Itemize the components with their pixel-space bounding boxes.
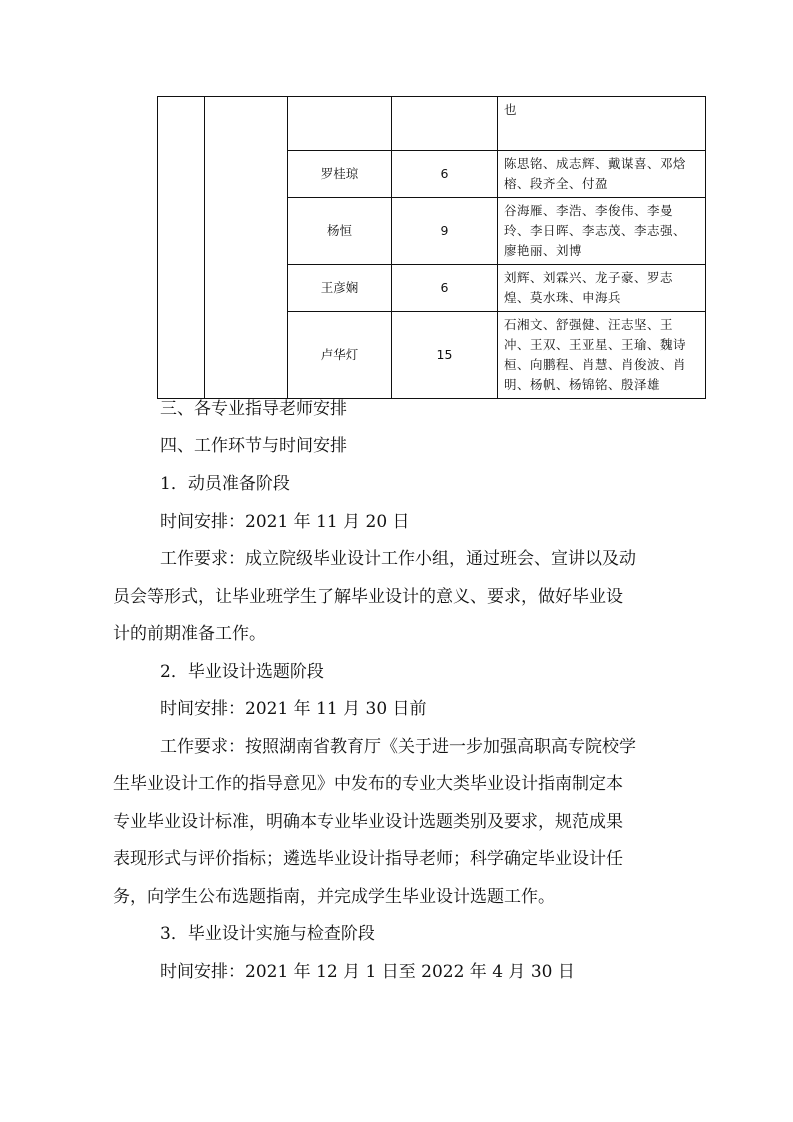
student-list-cell: 石湘文、舒强健、汪志坚、王冲、王双、王亚星、王瑜、魏诗桓、向鹏程、肖慧、肖俊波、肖明、杨帆、杨锦铭、殷泽雄 bbox=[498, 312, 706, 399]
step-2-requirement-line-3: 专业毕业设计标准，明确本专业毕业设计选题类别及要求，规范成果 bbox=[113, 812, 623, 832]
student-count-cell: 15 bbox=[392, 312, 498, 399]
student-list-cell: 谷海雁、李浩、李俊伟、李曼玲、李日晖、李志茂、李志强、廖艳丽、刘博 bbox=[498, 198, 706, 265]
step-3-time: 时间安排：2021 年 12 月 1 日至 2022 年 4 月 30 日 bbox=[160, 962, 575, 982]
step-1-requirement-line-1: 工作要求：成立院级毕业设计工作小组，通过班会、宣讲以及动 bbox=[160, 549, 636, 569]
advisor-name-cell: 罗桂琼 bbox=[288, 151, 392, 198]
merged-major-cell bbox=[205, 97, 288, 399]
step-1-title: 1．动员准备阶段 bbox=[160, 474, 290, 494]
student-list-cell: 也 bbox=[498, 97, 706, 151]
advisor-name-cell: 杨恒 bbox=[288, 198, 392, 265]
student-count-cell: 6 bbox=[392, 265, 498, 312]
step-3-title: 3．毕业设计实施与检查阶段 bbox=[160, 924, 375, 944]
student-count-cell bbox=[392, 97, 498, 151]
advisor-name-cell bbox=[288, 97, 392, 151]
step-2-requirement-line-4: 表现形式与评价指标；遴选毕业设计指导老师；科学确定毕业设计任 bbox=[113, 849, 623, 869]
advisor-name-cell: 卢华灯 bbox=[288, 312, 392, 399]
advisor-table-wrapper bbox=[157, 96, 705, 399]
student-count-cell: 6 bbox=[392, 151, 498, 198]
step-2-requirement-line-2: 生毕业设计工作的指导意见》中发布的专业大类毕业设计指南制定本 bbox=[113, 774, 623, 794]
student-list-cell: 刘辉、刘霖兴、龙子豪、罗志煌、莫水珠、申海兵 bbox=[498, 265, 706, 312]
step-1-requirement-line-2: 员会等形式，让毕业班学生了解毕业设计的意义、要求，做好毕业设 bbox=[113, 587, 623, 607]
section-heading-advisor-arrangement: 三、各专业指导老师安排 bbox=[160, 399, 347, 419]
step-2-requirement-line-1: 工作要求：按照湖南省教育厅《关于进一步加强高职高专院校学 bbox=[160, 737, 636, 757]
advisor-name-cell: 王彦娴 bbox=[288, 265, 392, 312]
student-count-cell: 9 bbox=[392, 198, 498, 265]
section-heading-work-schedule: 四、工作环节与时间安排 bbox=[160, 436, 347, 456]
step-2-requirement-line-5: 务，向学生公布选题指南，并完成学生毕业设计选题工作。 bbox=[113, 887, 555, 907]
step-2-title: 2．毕业设计选题阶段 bbox=[160, 662, 324, 682]
table-row bbox=[158, 97, 706, 151]
student-list-cell: 陈思铭、成志辉、戴谋喜、邓焓榕、段齐全、付盈 bbox=[498, 151, 706, 198]
merged-category-cell bbox=[158, 97, 205, 399]
step-1-requirement-line-3: 计的前期准备工作。 bbox=[113, 624, 266, 644]
step-2-time: 时间安排：2021 年 11 月 30 日前 bbox=[160, 699, 427, 719]
step-1-time: 时间安排：2021 年 11 月 20 日 bbox=[160, 512, 410, 532]
advisor-student-table bbox=[157, 96, 706, 399]
